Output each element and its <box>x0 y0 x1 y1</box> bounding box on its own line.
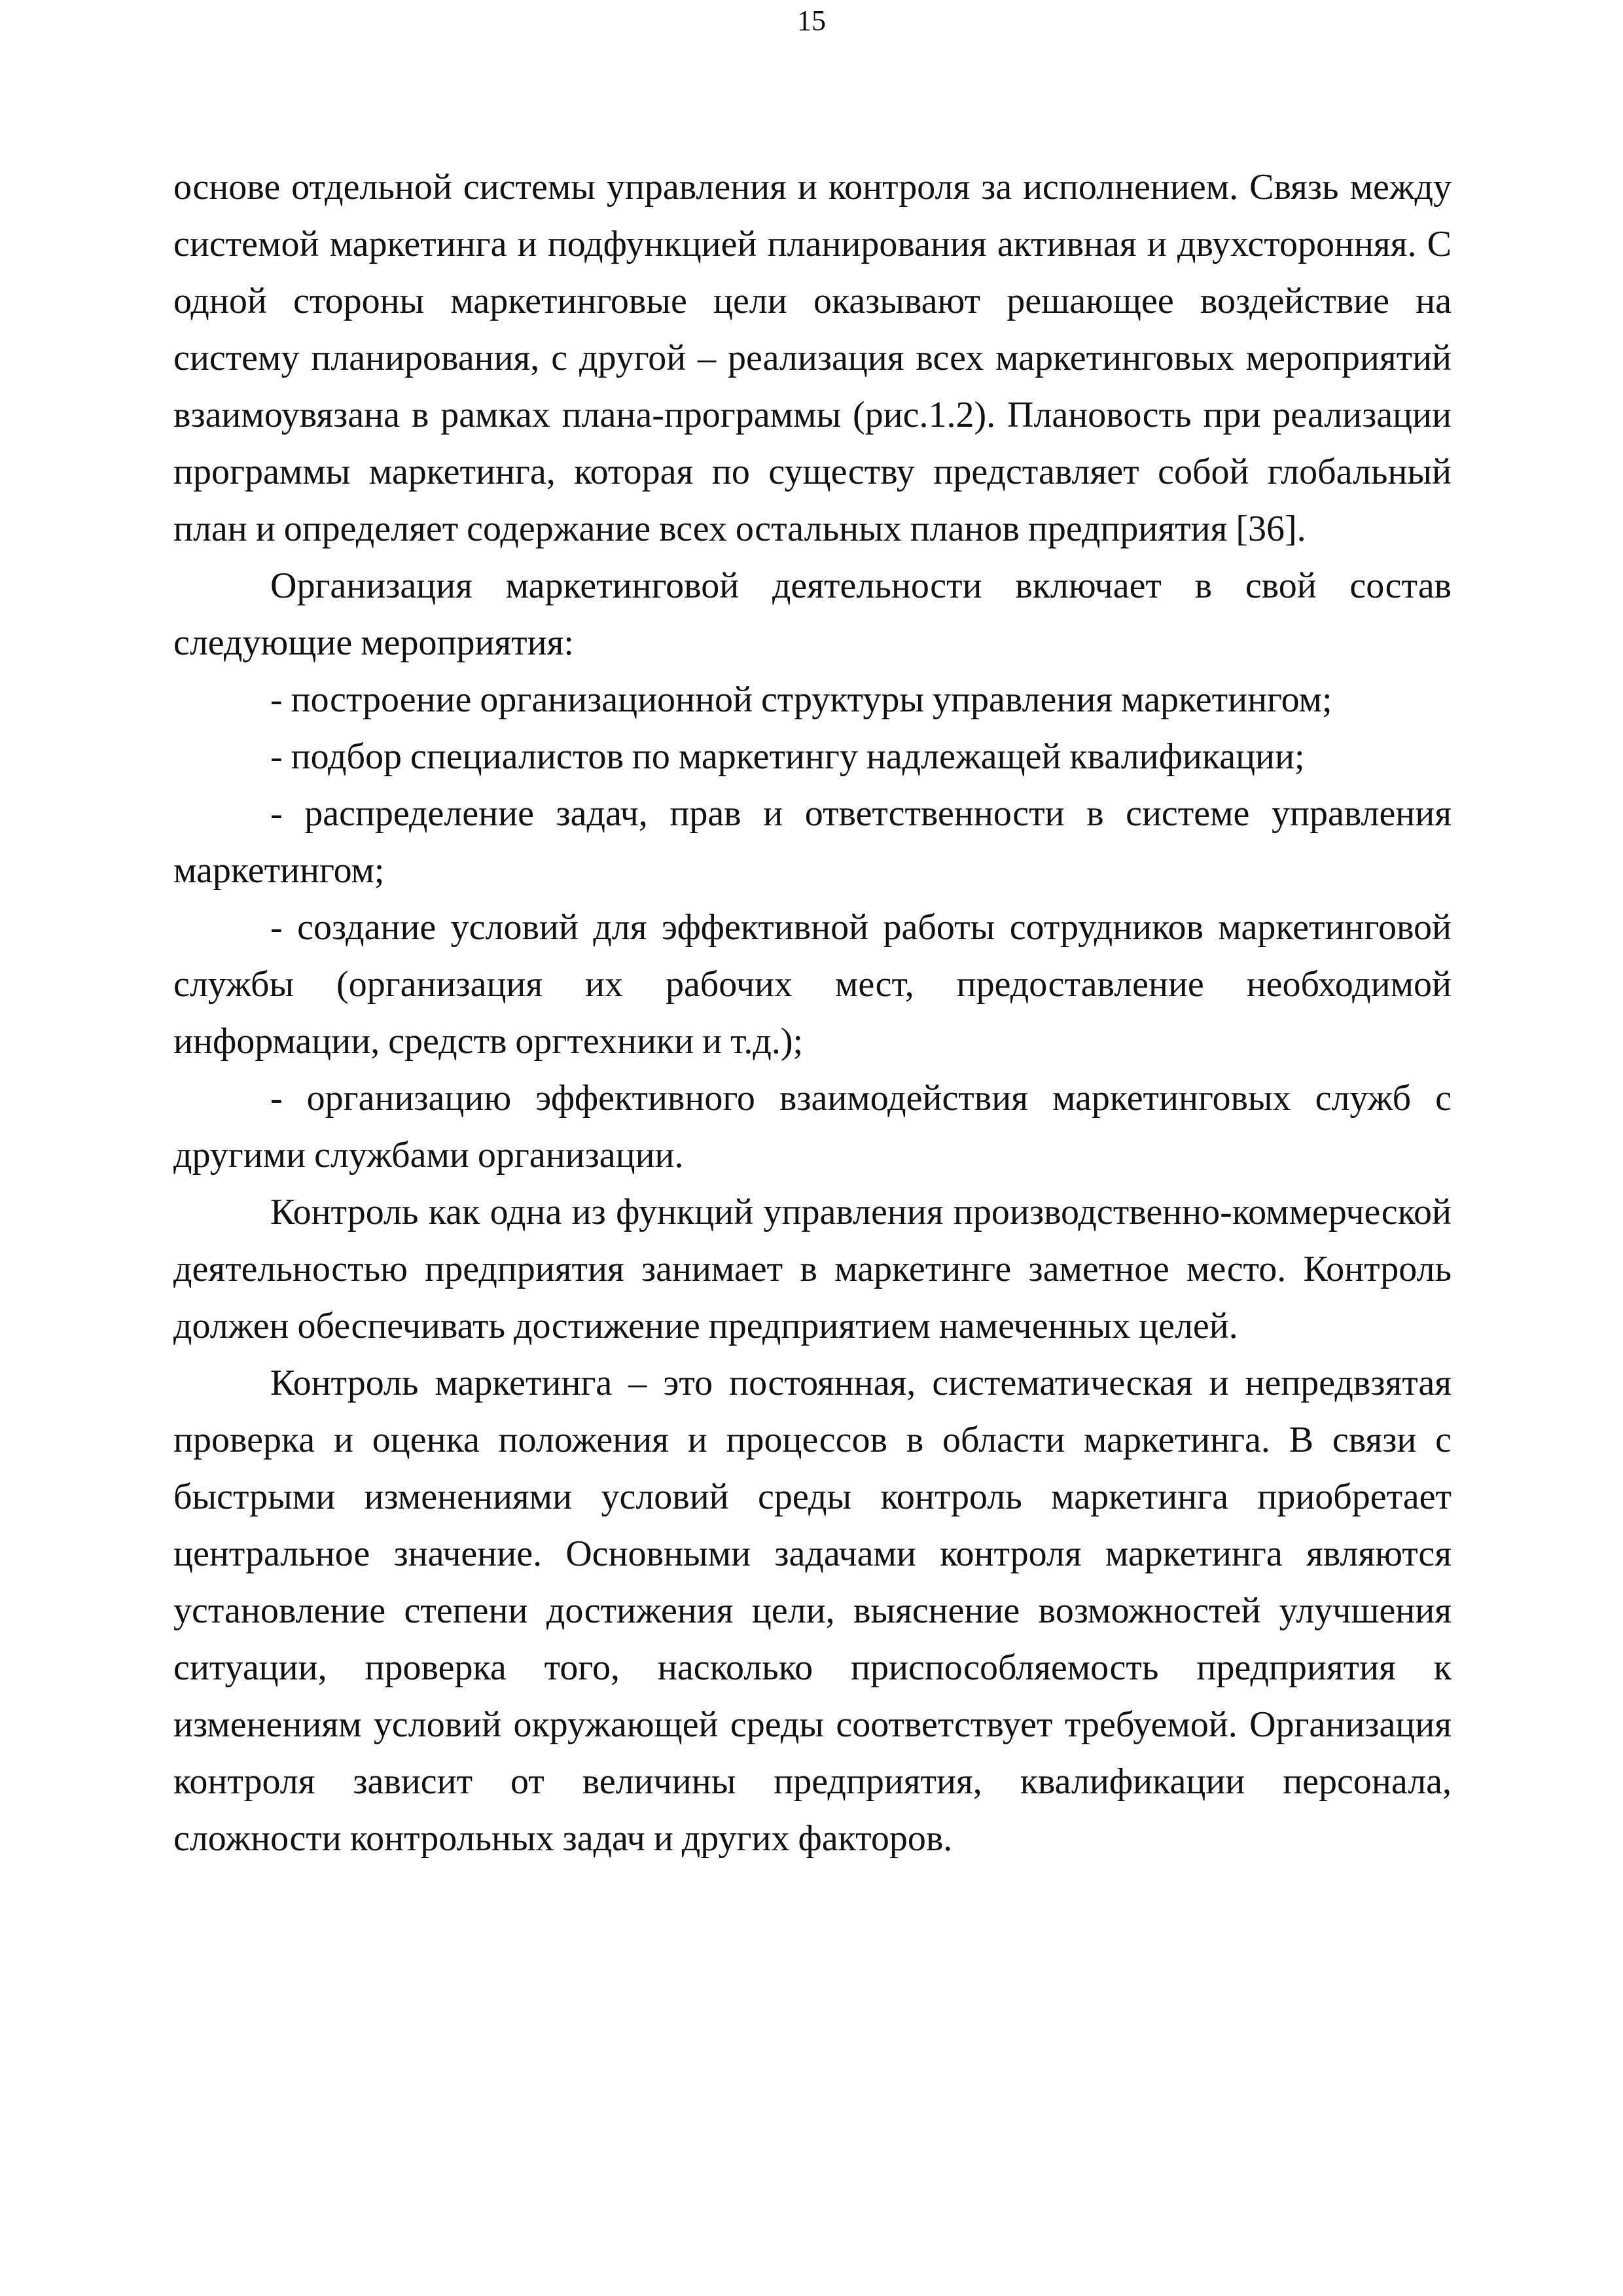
paragraph-organization-intro: Организация маркетинговой деятельности включает в свой состав следующие мероприятия: <box>173 565 1452 663</box>
body-text <box>173 159 1452 1867</box>
list-item-distribution: - распределение задач, прав и ответственности в системе управления маркетингом; <box>173 793 1452 891</box>
list-item-interaction: - организацию эффективного взаимодействия маркетинговых служб с другими службами организации. <box>173 1078 1452 1175</box>
paragraph-plan-program: основе отдельной системы управления и контроля за исполнением. Связь между системой маркетинга и подфункцией планирования активная и двухсторонняя. С одной стороны маркетинговые цели оказывают решающее воздействие на систему планирования, с другой – реализация всех маркетинговых мероприятий взаимоувязана в рамках плана-программы (рис.1.2). Плановость при реализации программы маркетинга, которая по существу представляет собой глобальный план и определяет содержание всех остальных планов предприятия [36]. <box>173 167 1452 549</box>
list-item-structure: - построение организационной структуры управления маркетингом; <box>270 679 1332 720</box>
page-number: 15 <box>797 5 826 37</box>
paragraph-control-definition: Контроль маркетинга – это постоянная, систематическая и непредвзятая проверка и оценка положения и процессов в области маркетинга. В связи с быстрыми изменениями условий среды контроль маркетинга приобретает центральное значение. Основными задачами контроля маркетинга являются установление степени достижения цели, выяснение возможностей улучшения ситуации, проверка того, насколько приспособляемость предприятия к изменениям условий окружающей среды соответствует требуемой. Организация контроля зависит от величины предприятия, квалификации персонала, сложности контрольных задач и других факторов. <box>173 1363 1452 1859</box>
paragraph-control-function: Контроль как одна из функций управления производственно-коммерческой деятельностью предприятия занимает в маркетинге заметное место. Контроль должен обеспечивать достижение предприятием намеченных целей. <box>173 1192 1452 1346</box>
list-item-conditions: - создание условий для эффективной работы сотрудников маркетинговой службы (организация их рабочих мест, предоставление необходимой информации, средств оргтехники и т.д.); <box>173 907 1452 1062</box>
list-item-specialists: - подбор специалистов по маркетингу надлежащей квалификации; <box>270 736 1305 777</box>
